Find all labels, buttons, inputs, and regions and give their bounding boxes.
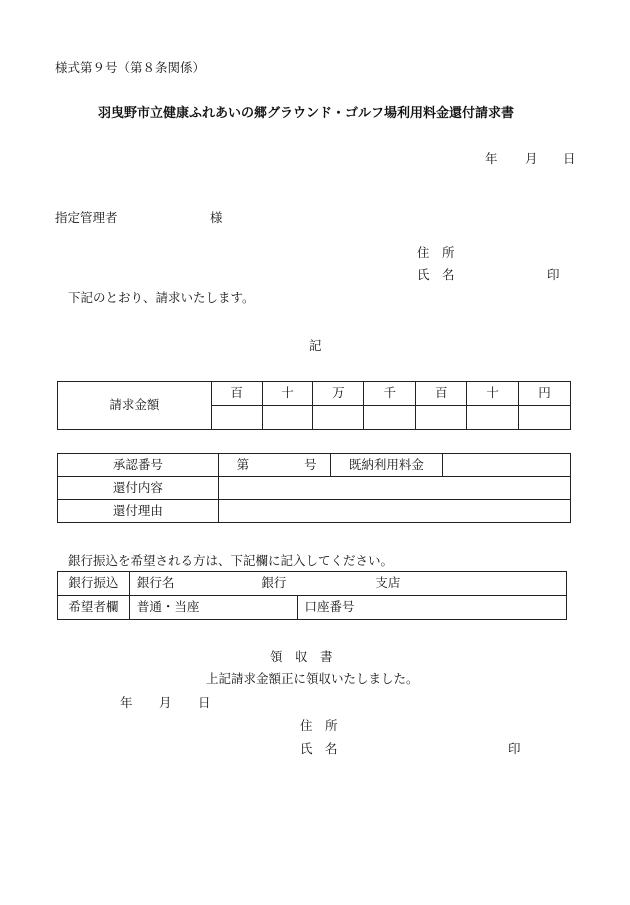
bank-table — [57, 571, 567, 620]
paid-fee-label: 既納利用料金 — [330, 454, 443, 477]
bank-name-field[interactable] — [129, 572, 566, 596]
digit-field[interactable] — [364, 406, 416, 430]
document-title: 羽曳野市立健康ふれあいの郷グラウンド・ゴルフ場利用料金還付請求書 — [98, 106, 515, 121]
applicant-name-label: 氏 名 — [417, 267, 455, 282]
unit-juu: 十 — [467, 382, 519, 406]
bank-suffix: 銀行 — [261, 575, 287, 591]
digit-field[interactable] — [313, 406, 364, 430]
date-year-label: 年 — [485, 151, 498, 166]
account-type-field[interactable]: 普通・当座 — [129, 596, 297, 620]
unit-hyaku-man: 百 — [211, 382, 262, 406]
digit-field[interactable] — [416, 406, 467, 430]
amount-table — [57, 381, 571, 430]
dai-label: 第 — [236, 456, 250, 472]
date-day-label: 日 — [563, 151, 576, 166]
receipt-text: 上記請求金額正に領収いたしました。 — [206, 671, 419, 686]
refund-content-label: 還付内容 — [58, 477, 219, 500]
addressee-honorific: 様 — [210, 210, 223, 225]
applicant-address-label: 住 所 — [417, 245, 455, 260]
digit-field[interactable] — [211, 406, 262, 430]
detail-table — [57, 453, 571, 523]
paid-fee-field[interactable] — [443, 454, 571, 477]
unit-sen: 千 — [364, 382, 416, 406]
request-text: 下記のとおり、請求いたします。 — [68, 290, 255, 305]
bank-transfer-note: 銀行振込を希望される方は、下記欄に記入してください。 — [68, 553, 394, 568]
digit-field[interactable] — [467, 406, 519, 430]
branch-suffix: 支店 — [375, 575, 401, 591]
digit-field[interactable] — [262, 406, 313, 430]
digit-field[interactable] — [519, 406, 571, 430]
applicant-column-label: 希望者欄 — [58, 596, 130, 620]
receipt-seal-mark: 印 — [508, 741, 521, 756]
addressee-label: 指定管理者 — [55, 210, 118, 225]
refund-content-field[interactable] — [218, 477, 570, 500]
receipt-name-label: 氏 名 — [300, 741, 338, 756]
bank-name-label: 銀行名 — [136, 575, 175, 591]
receipt-month-label: 月 — [159, 695, 172, 710]
bank-transfer-label: 銀行振込 — [58, 572, 130, 596]
receipt-address-label: 住 所 — [300, 718, 338, 733]
amount-label: 請求金額 — [58, 382, 212, 430]
approval-number-label: 承認番号 — [58, 454, 219, 477]
date-month-label: 月 — [525, 151, 538, 166]
unit-juu-man: 十 — [262, 382, 313, 406]
receipt-year-label: 年 — [120, 695, 133, 710]
receipt-day-label: 日 — [198, 695, 211, 710]
unit-en: 円 — [519, 382, 571, 406]
unit-hyaku: 百 — [416, 382, 467, 406]
receipt-title: 領 収 書 — [270, 649, 333, 664]
account-number-field[interactable]: 口座番号 — [297, 596, 566, 620]
refund-reason-label: 還付理由 — [58, 500, 219, 523]
refund-reason-field[interactable] — [218, 500, 570, 523]
applicant-seal-mark: 印 — [547, 267, 560, 282]
unit-man: 万 — [313, 382, 364, 406]
ki-heading: 記 — [309, 338, 322, 353]
go-label: 号 — [304, 456, 317, 472]
approval-number-field[interactable] — [218, 454, 330, 477]
form-number: 様式第９号（第８条関係） — [55, 60, 206, 75]
